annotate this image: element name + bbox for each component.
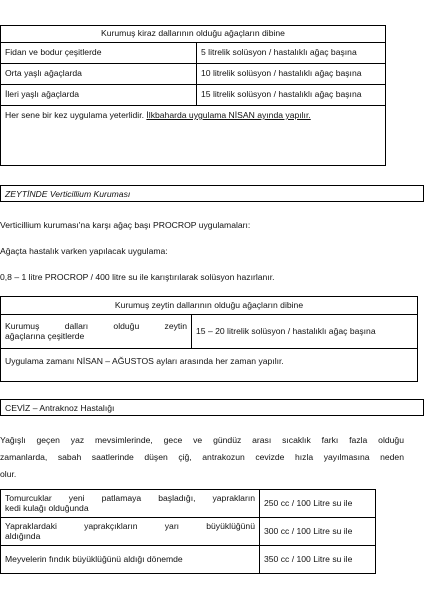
walnut-row-3-label <box>1 546 260 574</box>
cherry-application-note <box>0 106 386 166</box>
walnut-row-1-label-line1: Tomurcuklar yeni patlamaya başladığı, yaprakların <box>5 492 255 503</box>
cherry-row-3-label: İleri yaşlı ağaçlarda <box>1 85 197 106</box>
walnut-paragraph-line1: Yağışlı geçen yaz mevsimlerinde, gece ve gündüz arası sıcaklık farkı fazla olduğu <box>0 435 404 445</box>
olive-application-note <box>0 349 418 382</box>
olive-title-italic: Verticillium Kuruması <box>49 189 131 199</box>
walnut-row-1-label <box>1 490 260 518</box>
walnut-row-1-value: 250 cc / 100 Litre su ile <box>260 490 376 518</box>
olive-paragraph-3: 0,8 – 1 litre PROCROP / 400 litre su ile karıştırılarak solüsyon hazırlanır. <box>0 272 275 282</box>
olive-table-block <box>0 296 418 382</box>
walnut-row-3-value: 350 cc / 100 Litre su ile <box>260 546 376 574</box>
olive-title-prefix: ZEYTİNDE <box>5 189 48 199</box>
walnut-section-title <box>0 399 424 416</box>
cherry-row-2-label: Orta yaşlı ağaçlarda <box>1 64 197 85</box>
walnut-row-2-value: 300 cc / 100 Litre su ile <box>260 518 376 546</box>
olive-section-title <box>0 185 424 202</box>
walnut-table-block <box>0 489 376 574</box>
olive-row-value: 15 – 20 litrelik solüsyon / hastalıklı ağaç başına <box>192 315 418 349</box>
olive-row-label-line2: ağaçlarına çeşitlerde <box>5 330 85 341</box>
walnut-dosage-table <box>0 489 376 574</box>
olive-row-label-line1: Kurumuş dalları olduğu zeytin <box>5 320 187 331</box>
cherry-row-1-label: Fidan ve bodur çeşitlerde <box>1 43 197 64</box>
cherry-table-header: Kurumuş kiraz dallarının olduğu ağaçların dibine <box>1 26 386 43</box>
olive-note-text: Uygulama zamanı NİSAN – AĞUSTOS ayları arasında her zaman yapılır. <box>5 356 284 366</box>
cherry-dosage-table <box>0 25 386 106</box>
olive-paragraph-1: Verticillium kuruması'na karşı ağaç başı PROCROP uygulamaları: <box>0 220 251 230</box>
walnut-row-2-label-line2: aldığında <box>5 530 41 541</box>
walnut-row-2-label <box>1 518 260 546</box>
olive-row-label <box>1 315 192 349</box>
cherry-row-1-value: 5 litrelik solüsyon / hastalıklı ağaç başına <box>197 43 386 64</box>
walnut-paragraph-line3: olur. <box>0 469 17 479</box>
cherry-note-plain: Her sene bir kez uygulama yeterlidir. <box>5 110 144 120</box>
olive-paragraph-2: Ağaçta hastalık varken yapılacak uygulama: <box>0 246 168 256</box>
walnut-row-2-label-line1: Yapraklardaki yaprakçıkların yarı büyüklüğünü <box>5 520 255 531</box>
walnut-title: CEVİZ – Antraknoz Hastalığı <box>5 403 115 413</box>
cherry-row-3-value: 15 litrelik solüsyon / hastalıklı ağaç başına <box>197 85 386 106</box>
cherry-note-underlined: İlkbaharda uygulama NİSAN ayında yapılır. <box>146 110 311 120</box>
walnut-row-1-label-line2: kedi kulağı olduğunda <box>5 502 89 513</box>
olive-dosage-table <box>0 296 418 349</box>
walnut-paragraph-line2: zamanlarda, sabah saatlerinde düşen çiğ, antrakozun cevizde hızla yayılmasına neden <box>0 452 404 462</box>
cherry-table-block <box>0 25 386 166</box>
walnut-row-3-label-line1: Meyvelerin fındık büyüklüğünü aldığı dönemde <box>5 553 183 564</box>
walnut-paragraph <box>0 432 404 483</box>
cherry-row-2-value: 10 litrelik solüsyon / hastalıklı ağaç başına <box>197 64 386 85</box>
olive-table-header: Kurumuş zeytin dallarının olduğu ağaçların dibine <box>1 297 418 315</box>
